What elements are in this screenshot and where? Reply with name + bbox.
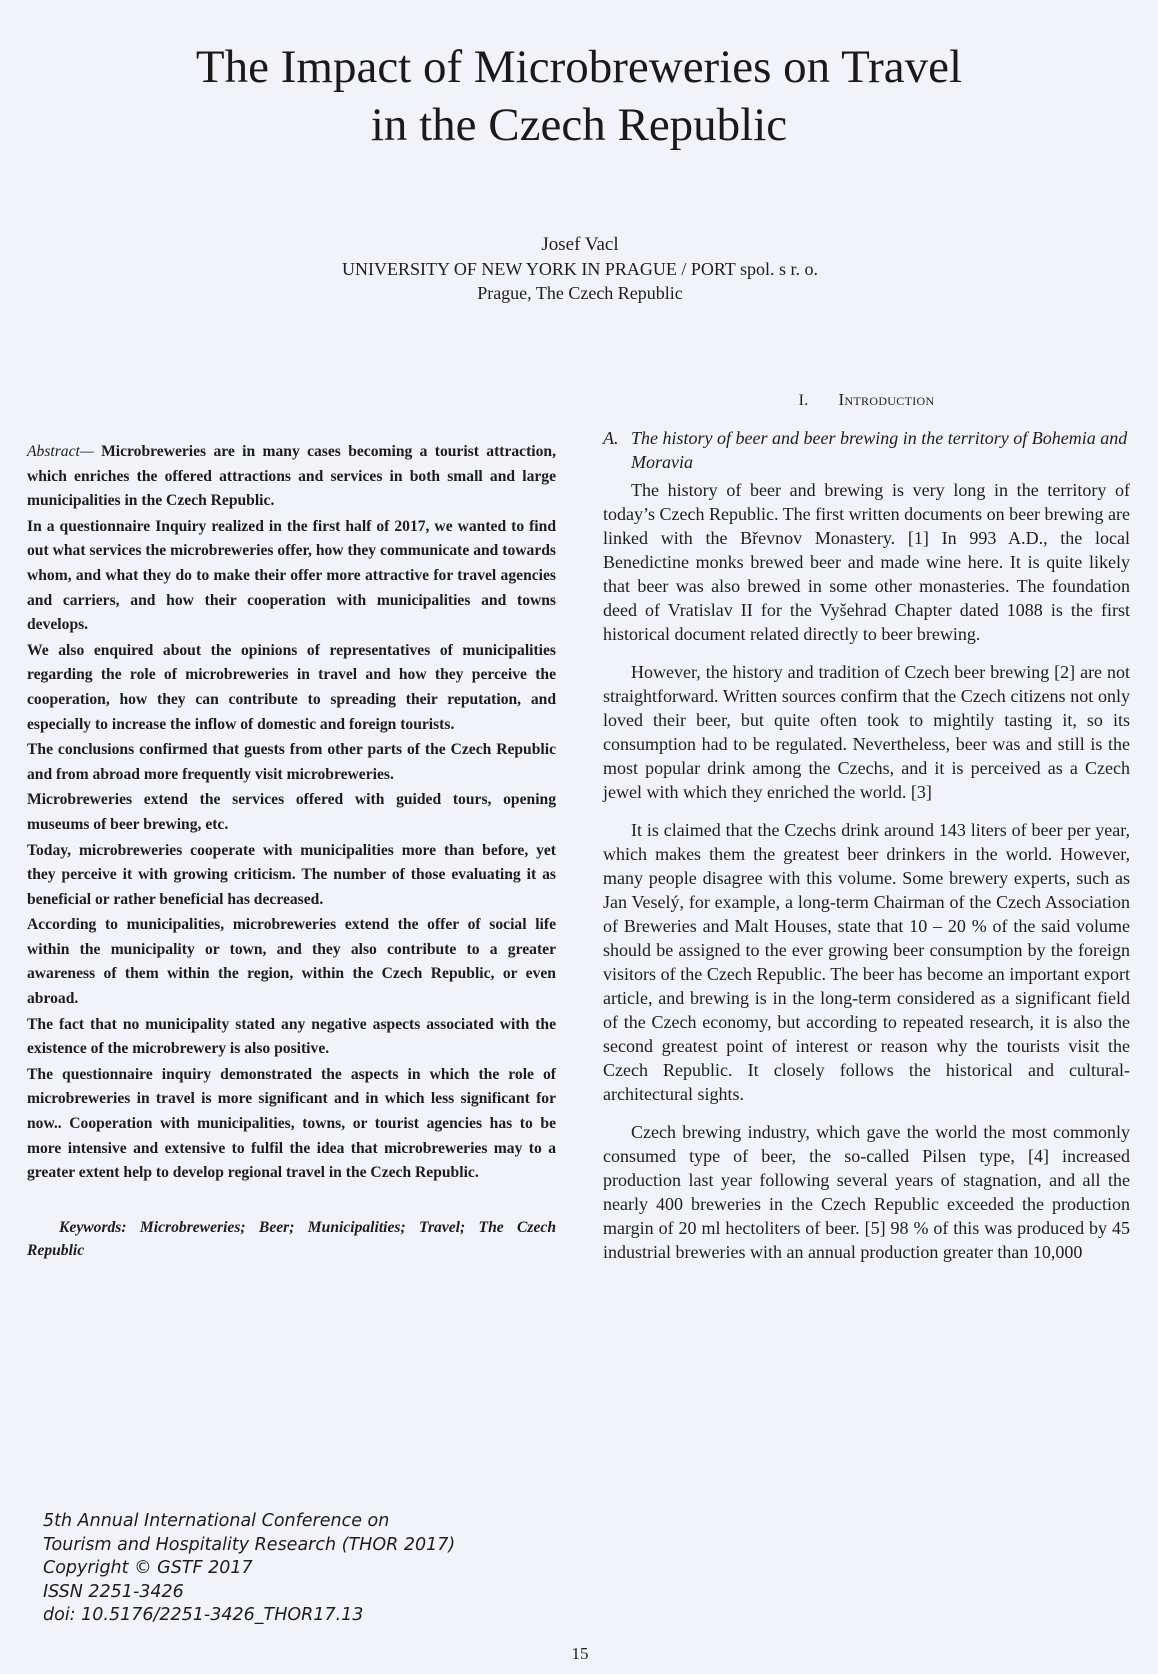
abstract-paragraph: The conclusions confirmed that guests from other parts of the Czech Republic and from abroad more frequently visit microbreweries. (27, 741, 556, 783)
subsection-title: The history of beer and beer brewing in the territory of Bohemia and Moravia (631, 428, 1128, 472)
abstract (27, 440, 556, 1186)
abstract-paragraph: Today, microbreweries cooperate with municipalities more than before, yet they perceive it with growing criticism. The number of those evaluating it as beneficial or rather beneficial has decreased. (27, 841, 556, 908)
abstract-paragraph (27, 440, 556, 514)
body-paragraph: However, the history and tradition of Czech beer brewing [2] are not straightforward. Written sources confirm that the Czech citizens not only loved their beer, but quite often took to mightily tasting it, so its consumption had to be regulated. Nevertheless, beer was and still is the most popular drink among the Czechs, and it is perceived as a Czech jewel with which they enriched the world. [3] (603, 662, 1130, 802)
paper-title (100, 38, 1058, 154)
author-affiliation: UNIVERSITY OF NEW YORK IN PRAGUE / PORT spol. s r. o. (342, 259, 818, 279)
body-paragraph: It is claimed that the Czechs drink around 143 liters of beer per year, which makes them the greatest beer drinkers in the world. However, many people disagree with this volume. Some brewery experts, such as Jan Veselý, for example, a long-term Chairman of the Czech Association of Breweries and Malt Houses, state that 10 – 20 % of the said volume should be assigned to the ever growing beer consumption by the foreign visitors of the Czech Republic. The beer has become an important export article, and brewing is in the long-term considered as a significant field of the Czech economy, but according to repeated research, it is also the second greatest point of interest or reason why the tourists visit the Czech Republic. It closely follows the historical and cultural-architectural sights. (603, 820, 1130, 1104)
abstract-paragraph: The questionnaire inquiry demonstrated the aspects in which the role of microbreweries in travel is more significant and in which less significant for now.. Cooperation with municipalities, towns, or tourist agencies has to be more intensive and extensive to fulfil the idea that microbreweries may to a greater extent help to develop regional travel in the Czech Republic. (27, 1065, 556, 1182)
conference-footer (43, 1510, 455, 1628)
abstract-column (27, 440, 556, 1262)
author-block (200, 233, 960, 305)
footer-line: 5th Annual International Conference on (43, 1511, 390, 1531)
section-number: I. (798, 392, 809, 409)
abstract-paragraph: According to municipalities, microbreweries extend the offer of social life within the municipality or town, and they also contribute to a greater awareness of them within the region, within the Czech Republic, or even abroad. (27, 916, 556, 1008)
footer-line: Copyright © GSTF 2017 (43, 1558, 253, 1578)
introduction-column (603, 390, 1130, 1278)
section-heading (603, 390, 1130, 410)
body-paragraph: Czech brewing industry, which gave the world the most commonly consumed type of beer, the so-called Pilsen type, [4] increased production last year following several years of stagnation, and all the nearly 400 breweries in the Czech Republic exceeded the production margin of 20 ml hectoliters of beer. [5] 98 % of this was produced by 45 industrial breweries with an annual production greater than 10,000 (603, 1122, 1130, 1262)
abstract-paragraph: The fact that no municipality stated any negative aspects associated with the existence of the microbrewery is also positive. (27, 1015, 556, 1058)
page-number: 15 (571, 1644, 589, 1663)
footer-line: Tourism and Hospitality Research (THOR 2017) (43, 1534, 456, 1555)
abstract-label: Abstract— (27, 443, 94, 460)
section-title: Introduction (838, 390, 935, 409)
abstract-paragraph: Microbreweries extend the services offered with guided tours, opening museums of beer brewing, etc. (27, 791, 556, 833)
footer-doi: doi: 10.5176/2251-3426_THOR17.13 (43, 1605, 364, 1625)
abstract-paragraph: We also enquired about the opinions of representatives of municipalities regarding the role of microbreweries in travel and how they perceive the cooperation, how they can contribute to spreading their reputation, and especially to increase the inflow of domestic and foreign tourists. (27, 641, 556, 733)
keywords: Keywords: Microbreweries; Beer; Municipalities; Travel; The Czech Republic (27, 1218, 556, 1259)
footer-line: ISSN 2251-3426 (43, 1581, 184, 1602)
body-paragraph: The history of beer and brewing is very long in the territory of today’s Czech Republic. The first written documents on beer brewing are linked with the Břevnov Monastery. [1] In 993 A.D., the local Benedictine monks brewed beer and made wine here. It is quite likely that beer was also brewed in some other monasteries. The foundation deed of Vratislav II for the Vyšehrad Chapter dated 1088 is the first historical document related directly to beer brewing. (603, 480, 1131, 644)
author-name: Josef Vacl (541, 234, 619, 255)
author-location: Prague, The Czech Republic (477, 283, 683, 303)
abstract-paragraph-text: Microbreweries are in many cases becoming a tourist attraction, which enriches the offered attractions and services in both small and large municipalities in the Czech Republic. (27, 443, 556, 510)
paper-title-line-1: The Impact of Microbreweries on Travel (195, 41, 963, 93)
subsection-letter: A. (603, 428, 619, 448)
subsection-heading (603, 426, 1130, 474)
paper-title-line-2: in the Czech Republic (370, 99, 788, 151)
abstract-paragraph: In a questionnaire Inquiry realized in the first half of 2017, we wanted to find out what services the microbreweries offer, how they communicate and towards whom, and what they do to make their offer more attractive for travel agencies and carriers, and how their cooperation with municipalities and towns develops. (27, 517, 556, 634)
